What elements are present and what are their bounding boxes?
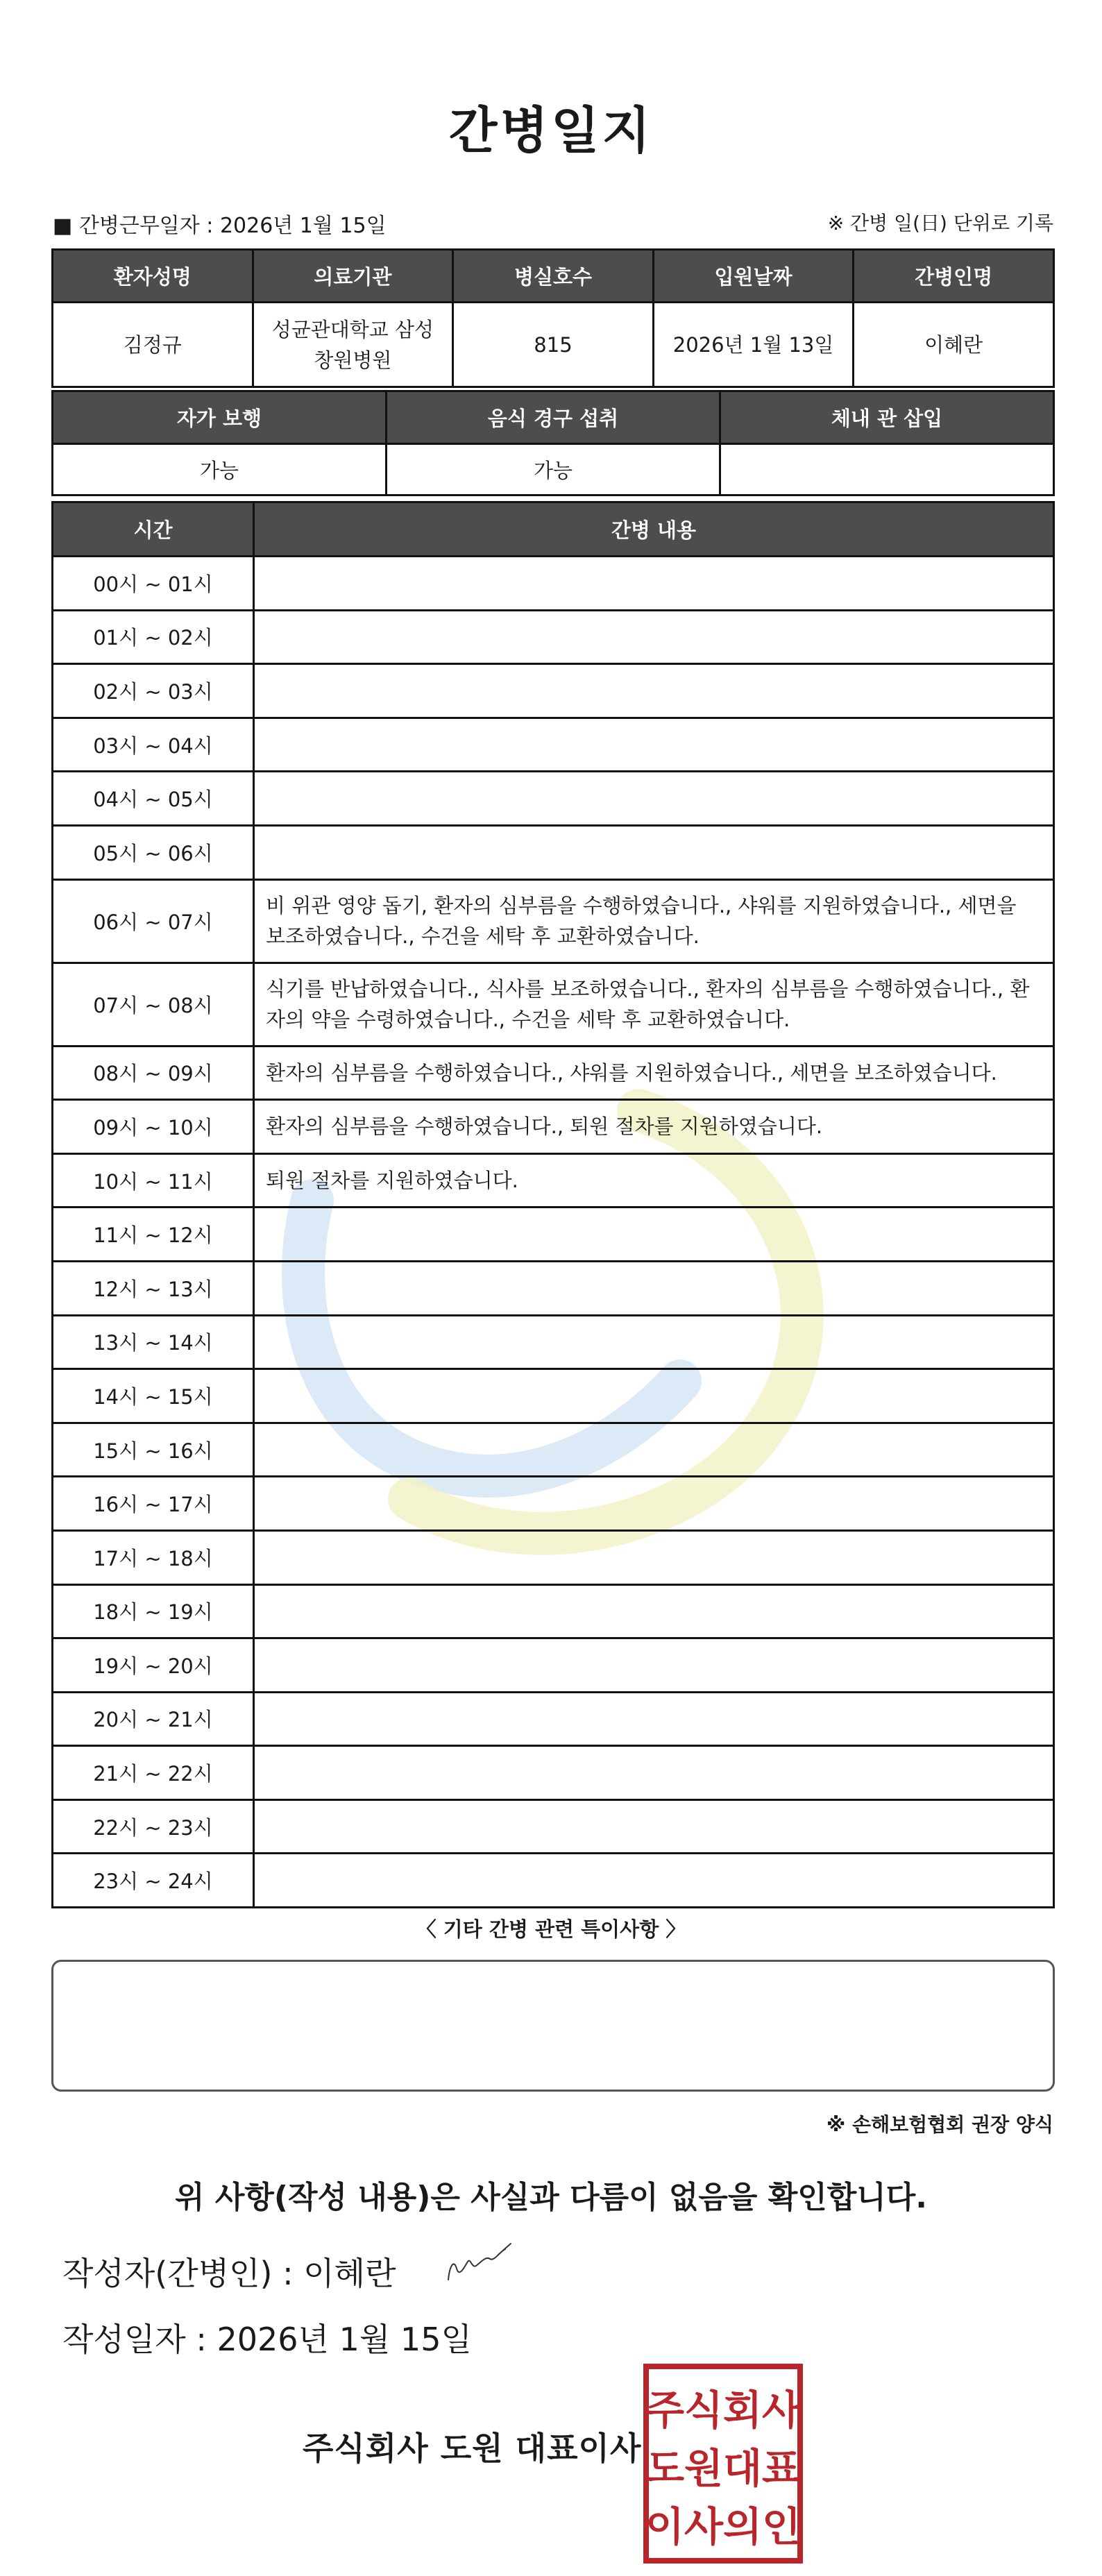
care-content-cell: 퇴원 절차를 지원하였습니다. xyxy=(254,1153,1054,1208)
time-cell: 13시 ~ 14시 xyxy=(53,1315,254,1369)
time-cell: 19시 ~ 20시 xyxy=(53,1638,254,1693)
writer-line: 작성자(간병인) : 이혜란 xyxy=(62,2255,396,2292)
caregiver-name: 이혜란 xyxy=(854,303,1054,387)
time-cell: 18시 ~ 19시 xyxy=(53,1584,254,1638)
care-content-cell xyxy=(254,825,1054,879)
self-walking-value: 가능 xyxy=(53,444,387,495)
table-row xyxy=(53,1261,1054,1315)
time-cell: 21시 ~ 22시 xyxy=(53,1746,254,1800)
header-admission-date: 입원날짜 xyxy=(653,250,854,303)
notes-box xyxy=(51,1960,1055,2092)
time-cell: 17시 ~ 18시 xyxy=(53,1530,254,1584)
work-date: ■ 간병근무일자 : 2026년 1월 15일 xyxy=(53,214,387,238)
care-content-cell xyxy=(254,1477,1054,1531)
header-oral-intake: 음식 경구 섭취 xyxy=(387,391,720,444)
table-row xyxy=(53,772,1054,826)
header-caregiver-name: 간병인명 xyxy=(854,250,1054,303)
table-row xyxy=(53,1315,1054,1369)
header-hospital: 의료기관 xyxy=(253,250,453,303)
hospital-name: 성균관대학교 삼성 창원병원 xyxy=(253,303,453,387)
time-cell: 09시 ~ 10시 xyxy=(53,1100,254,1154)
time-cell: 10시 ~ 11시 xyxy=(53,1153,254,1208)
confirmation-statement: 위 사항(작성 내용)은 사실과 다름이 없음을 확인합니다. xyxy=(175,2180,927,2215)
care-content-cell xyxy=(254,610,1054,664)
care-log-table xyxy=(51,501,1055,1908)
header-patient-name: 환자성명 xyxy=(53,250,253,303)
care-content-cell xyxy=(254,557,1054,611)
company-seal xyxy=(643,2363,804,2564)
care-content-cell xyxy=(254,1638,1054,1693)
time-cell: 15시 ~ 16시 xyxy=(53,1423,254,1477)
table-row xyxy=(53,879,1054,963)
care-content-cell xyxy=(254,1692,1054,1746)
time-cell: 06시 ~ 07시 xyxy=(53,879,254,963)
care-content-cell xyxy=(254,1854,1054,1908)
time-cell: 02시 ~ 03시 xyxy=(53,664,254,718)
time-cell: 05시 ~ 06시 xyxy=(53,825,254,879)
care-content-cell: 비 위관 영양 돕기, 환자의 심부름을 수행하였습니다., 샤워를 지원하였습니다., 세면을 보조하였습니다., 수건을 세탁 후 교환하였습니다. xyxy=(254,879,1054,963)
header-room-number: 병실호수 xyxy=(453,250,654,303)
care-content-cell xyxy=(254,1423,1054,1477)
table-row xyxy=(53,1746,1054,1800)
header-care-content: 간병 내용 xyxy=(254,502,1054,557)
time-cell: 14시 ~ 15시 xyxy=(53,1369,254,1423)
time-cell: 07시 ~ 08시 xyxy=(53,963,254,1046)
care-content-cell xyxy=(254,664,1054,718)
tube-insertion-value xyxy=(720,444,1054,495)
table-row xyxy=(53,1584,1054,1638)
notes-title: 〈 기타 간병 관련 특이사항 〉 xyxy=(416,1917,686,1941)
patient-name: 김정규 xyxy=(53,303,253,387)
time-cell: 08시 ~ 09시 xyxy=(53,1046,254,1100)
header-tube-insertion: 체내 관 삽입 xyxy=(720,391,1054,444)
care-content-cell xyxy=(254,1799,1054,1854)
care-content-cell xyxy=(254,1530,1054,1584)
time-cell: 22시 ~ 23시 xyxy=(53,1799,254,1854)
table-row xyxy=(53,610,1054,664)
table-row xyxy=(53,1530,1054,1584)
care-content-cell xyxy=(254,1261,1054,1315)
table-row xyxy=(53,1692,1054,1746)
care-content-cell xyxy=(254,1208,1054,1262)
table-row xyxy=(53,963,1054,1046)
table-row xyxy=(53,1638,1054,1693)
care-content-cell xyxy=(254,772,1054,826)
header-time: 시간 xyxy=(53,502,254,557)
table-row xyxy=(53,1208,1054,1262)
care-content-cell: 식기를 반납하였습니다., 식사를 보조하였습니다., 환자의 심부름을 수행하였습니다., 환자의 약을 수령하였습니다., 수건을 세탁 후 교환하였습니다. xyxy=(254,963,1054,1046)
write-date-line: 작성일자 : 2026년 1월 15일 xyxy=(62,2321,472,2358)
patient-info-table xyxy=(51,248,1055,388)
table-row xyxy=(53,1854,1054,1908)
seal-line-2: 도원대표 xyxy=(645,2445,802,2492)
care-content-cell: 환자의 심부름을 수행하였습니다., 퇴원 절차를 지원하였습니다. xyxy=(254,1100,1054,1154)
handwritten-signature xyxy=(444,2238,520,2287)
room-number: 815 xyxy=(453,303,654,387)
seal-line-1: 주식회사 xyxy=(645,2387,802,2434)
table-row xyxy=(53,557,1054,611)
time-cell: 11시 ~ 12시 xyxy=(53,1208,254,1262)
time-cell: 23시 ~ 24시 xyxy=(53,1854,254,1908)
time-cell: 12시 ~ 13시 xyxy=(53,1261,254,1315)
table-row xyxy=(53,1100,1054,1154)
time-cell: 00시 ~ 01시 xyxy=(53,557,254,611)
oral-intake-value: 가능 xyxy=(387,444,720,495)
seal-line-3: 이사의인 xyxy=(645,2503,802,2550)
time-cell: 01시 ~ 02시 xyxy=(53,610,254,664)
header-self-walking: 자가 보행 xyxy=(53,391,387,444)
care-content-cell xyxy=(254,1584,1054,1638)
time-cell: 20시 ~ 21시 xyxy=(53,1692,254,1746)
table-row xyxy=(53,664,1054,718)
time-cell: 04시 ~ 05시 xyxy=(53,772,254,826)
unit-note: ※ 간병 일(日) 단위로 기록 xyxy=(827,212,1053,235)
table-row xyxy=(53,1477,1054,1531)
care-content-cell xyxy=(254,1369,1054,1423)
table-row xyxy=(53,1799,1054,1854)
form-source-note: ※ 손해보험협회 권장 양식 xyxy=(826,2113,1053,2136)
admission-date: 2026년 1월 13일 xyxy=(653,303,854,387)
document-title: 간병일지 xyxy=(448,101,654,160)
time-cell: 03시 ~ 04시 xyxy=(53,718,254,772)
time-cell: 16시 ~ 17시 xyxy=(53,1477,254,1531)
table-row xyxy=(53,718,1054,772)
table-row xyxy=(53,1369,1054,1423)
company-representative: 주식회사 도원 대표이사 xyxy=(303,2430,642,2467)
care-content-cell: 환자의 심부름을 수행하였습니다., 샤워를 지원하였습니다., 세면을 보조하였습니다. xyxy=(254,1046,1054,1100)
patient-status-table xyxy=(51,390,1055,496)
care-content-cell xyxy=(254,1315,1054,1369)
table-row xyxy=(53,825,1054,879)
table-row xyxy=(53,1046,1054,1100)
care-content-cell xyxy=(254,1746,1054,1800)
table-row xyxy=(53,1153,1054,1208)
table-row xyxy=(53,1423,1054,1477)
care-content-cell xyxy=(254,718,1054,772)
